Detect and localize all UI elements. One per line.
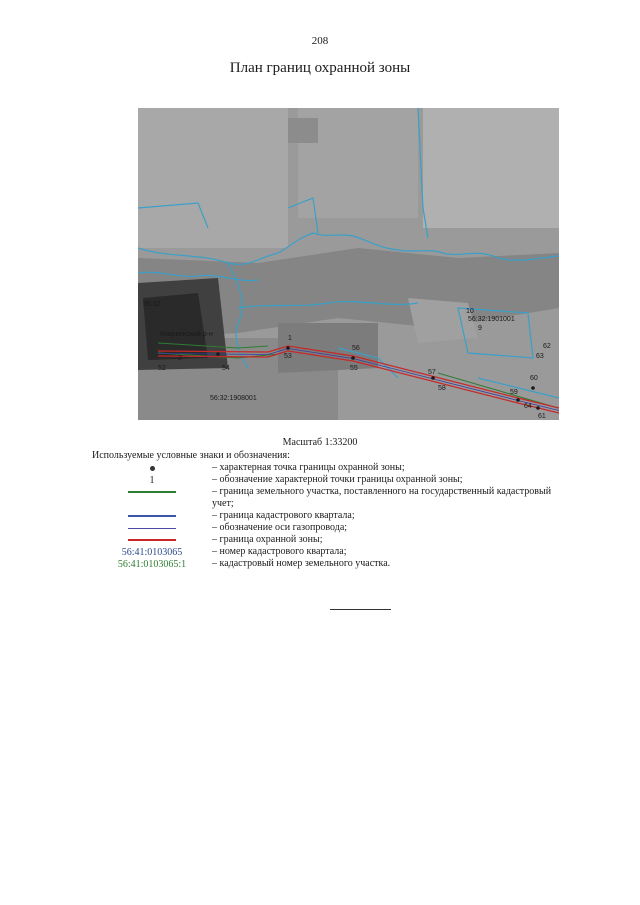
map-point-label: 53 — [284, 353, 292, 360]
legend-text: – обозначение оси газопровода; — [212, 522, 348, 533]
map-point-label: 62 — [543, 343, 551, 350]
legend-text: – обозначение характерной точки границы охранной зоны; — [212, 474, 463, 485]
legend-row-zone — [92, 534, 562, 546]
legend-row-plot-number — [92, 558, 562, 570]
map-point-label: 56 — [352, 345, 360, 352]
quarter-number-symbol: 56:41:0103065 — [121, 546, 183, 558]
map-point-label: 2 — [178, 355, 182, 362]
red-line-icon — [128, 539, 176, 541]
map-label-quarter: 56:32:1908001 — [210, 395, 257, 402]
legend-text: – граница земельного участка, поставленного на государственный кадастровый учет; — [212, 486, 552, 509]
legend-text: – номер кадастрового квартала; — [212, 546, 347, 557]
purple-line-icon — [128, 528, 176, 529]
point-label-symbol: 1 — [149, 474, 155, 486]
page-title: План границ охранной зоны — [229, 60, 411, 76]
page-number: 208 — [311, 35, 329, 47]
map-scale: Масштаб 1:33200 — [282, 437, 358, 448]
map-point-label: 60 — [530, 375, 538, 382]
map-label-quarter-2: 56:32:1901001 — [468, 316, 515, 323]
map-label-district: Кваркенский р-н — [160, 331, 213, 338]
legend-row-quarter — [92, 510, 562, 522]
map-point-label: 64 — [524, 403, 532, 410]
map-point-label: 61 — [538, 413, 546, 420]
legend-row-gas-axis — [92, 522, 562, 534]
legend-row-quarter-number — [92, 546, 562, 558]
end-divider — [330, 609, 391, 610]
map-label-district-code: 56:32 — [143, 301, 161, 308]
point-dot-icon — [150, 466, 155, 471]
blue-line-icon — [128, 515, 176, 517]
legend-text: – характерная точка границы охранной зоны; — [212, 462, 405, 473]
map-label-10: 10 — [466, 308, 474, 315]
legend — [92, 462, 562, 570]
legend-text: – граница кадастрового квартала; — [212, 510, 355, 521]
legend-row-point-label — [92, 474, 562, 486]
legend-text: – граница охранной зоны; — [212, 534, 323, 545]
map-point-label: 63 — [536, 353, 544, 360]
green-line-icon — [128, 491, 176, 493]
legend-title: Используемые условные знаки и обозначения: — [92, 450, 290, 461]
legend-row-point — [92, 462, 562, 474]
map-point-label: 57 — [428, 369, 436, 376]
map-point-label: 52 — [158, 365, 166, 372]
map-point-label: 54 — [222, 365, 230, 372]
protection-zone-map — [138, 108, 559, 420]
legend-row-land-plot — [92, 486, 562, 510]
legend-text: – кадастровый номер земельного участка. — [212, 558, 391, 569]
map-label-9: 9 — [478, 325, 482, 332]
satellite-map-image — [138, 108, 559, 420]
map-point-label: 55 — [350, 365, 358, 372]
map-point-label: 58 — [438, 385, 446, 392]
map-point-label: 1 — [288, 335, 292, 342]
plot-number-symbol: 56:41:0103065:1 — [117, 558, 187, 570]
map-point-label: 59 — [510, 389, 518, 396]
